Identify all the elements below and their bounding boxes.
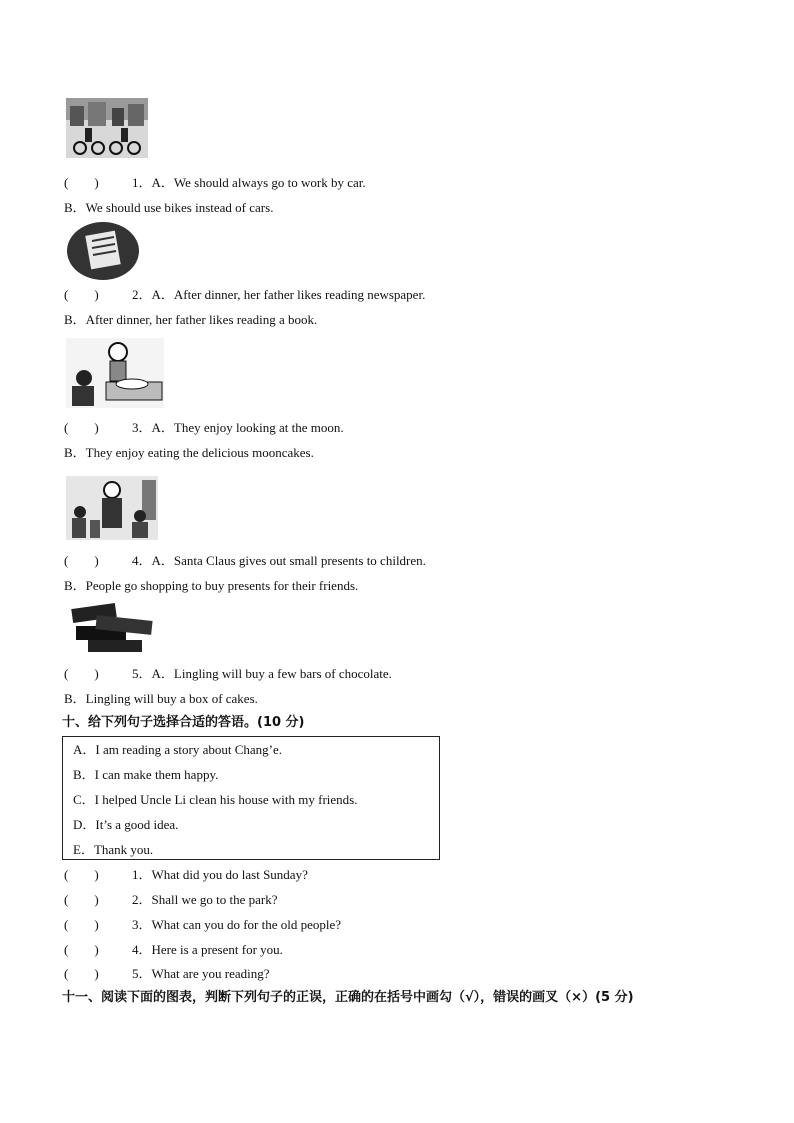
picture-question-5: [64, 665, 392, 683]
question-text: 2．Shall we go to the park?: [132, 892, 278, 907]
answer-options-box: [62, 736, 440, 860]
picture-question-5-option-b: B．Lingling will buy a box of cakes.: [64, 691, 258, 706]
picture-question-3-option-b: B．They enjoy eating the delicious mooncakes.: [64, 445, 314, 460]
answer-option-c: C．I helped Uncle Li clean his house with my friends.: [73, 792, 358, 807]
picture-question-1-option-b: B．We should use bikes instead of cars.: [64, 200, 274, 215]
answer-paren[interactable]: ( ): [64, 287, 99, 302]
section-10-question-4: [64, 941, 283, 959]
answer-paren[interactable]: ( ): [64, 553, 99, 568]
picture-question-3: [64, 419, 344, 437]
question-text: 3．What can you do for the old people?: [132, 917, 342, 932]
question-text: 5．What are you reading?: [132, 966, 270, 981]
question-stem: 5．A．Lingling will buy a few bars of chocolate.: [132, 666, 392, 681]
picture-question-2: [64, 286, 425, 304]
chocolate-bars-picture: [66, 598, 158, 660]
answer-paren[interactable]: ( ): [64, 175, 99, 190]
section-10-question-5: [64, 965, 270, 983]
answer-paren[interactable]: ( ): [64, 942, 99, 957]
santa-with-children-picture: [66, 476, 158, 540]
answer-option-e: E．Thank you.: [73, 842, 154, 857]
question-stem: 2．A．After dinner, her father likes reading newspaper.: [132, 287, 426, 302]
question-stem: 4．A．Santa Claus gives out small presents to children.: [132, 553, 426, 568]
question-stem: 1．A．We should always go to work by car.: [132, 175, 366, 190]
answer-option-b: B．I can make them happy.: [73, 767, 219, 782]
question-stem: 3．A．They enjoy looking at the moon.: [132, 420, 344, 435]
picture-question-4: [64, 552, 426, 570]
picture-question-4-option-b: B．People go shopping to buy presents for their friends.: [64, 578, 359, 593]
newspaper-picture: [66, 221, 140, 281]
section-10-question-2: [64, 891, 278, 909]
picture-question-2-option-b: B．After dinner, her father likes reading a book.: [64, 312, 318, 327]
section-11-title: 十一、阅读下面的图表，判断下列句子的正误，正确的在括号中画勾（√），错误的画叉（×）(5 分): [62, 990, 634, 1005]
answer-option-a: A．I am reading a story about Chang’e.: [73, 742, 283, 757]
eating-mooncakes-picture: [66, 338, 164, 408]
answer-paren[interactable]: ( ): [64, 420, 99, 435]
section-10-title: 十、给下列句子选择合适的答语。(10 分): [62, 715, 305, 730]
people-riding-bikes-picture: [66, 98, 148, 158]
question-text: 4．Here is a present for you.: [132, 942, 283, 957]
section-10-question-1: [64, 866, 308, 884]
answer-paren[interactable]: ( ): [64, 892, 99, 907]
answer-paren[interactable]: ( ): [64, 917, 99, 932]
answer-paren[interactable]: ( ): [64, 966, 99, 981]
question-text: 1．What did you do last Sunday?: [132, 867, 308, 882]
answer-option-d: D．It’s a good idea.: [73, 817, 179, 832]
answer-paren[interactable]: ( ): [64, 666, 99, 681]
answer-paren[interactable]: ( ): [64, 867, 99, 882]
picture-question-1: [64, 174, 366, 192]
section-10-question-3: [64, 916, 341, 934]
